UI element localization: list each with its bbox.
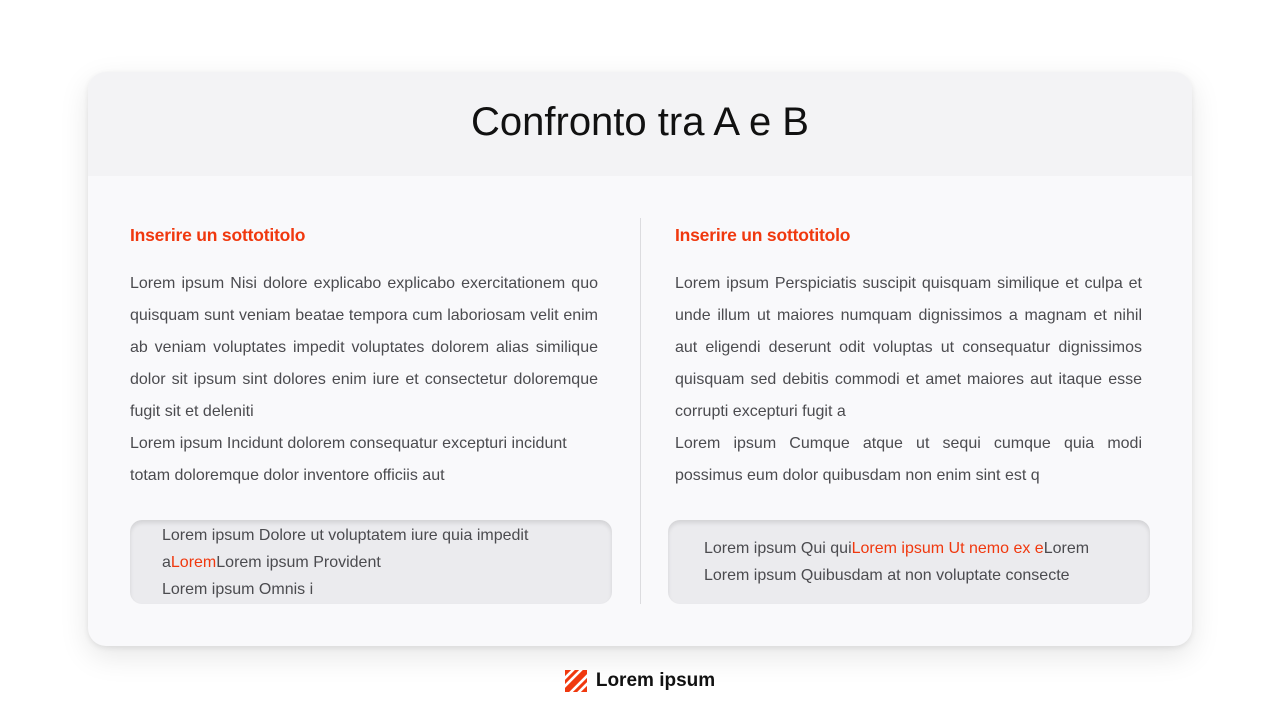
note-b-line-1 <box>704 535 1150 562</box>
column-a-paragraph-2: Lorem ipsum Incidunt dolorem consequatur excepturi incidunt totam doloremque dolor inventore officiis aut <box>130 435 567 484</box>
column-a <box>130 222 598 492</box>
note-a-line-3: Lorem ipsum Omnis i <box>162 580 314 598</box>
note-a-highlight: Lorem <box>170 553 217 571</box>
slide-title: Confronto tra A e B <box>471 100 809 144</box>
column-b-note <box>668 520 1150 604</box>
striped-square-logo-icon <box>565 670 587 692</box>
note-a-line-1: Lorem ipsum Dolore ut voluptatem iure quia impedit <box>162 526 529 544</box>
column-b-paragraph-2: Lorem ipsum Cumque atque ut sequi cumque quia modi possimus eum dolor quibusdam non enim sint est q <box>675 435 1142 484</box>
column-b-subtitle: Inserire un sottotitolo <box>675 225 851 245</box>
card-header <box>88 72 1192 176</box>
comparison-card <box>88 72 1192 646</box>
note-b-highlight: Lorem ipsum Ut nemo ex e <box>851 540 1044 557</box>
note-b-line-1-start: Lorem ipsum Qui qui <box>704 540 852 557</box>
column-a-subtitle: Inserire un sottotitolo <box>130 225 306 245</box>
note-a-line-2-end: Lorem ipsum Provident <box>216 553 381 571</box>
column-b-body <box>675 268 1142 492</box>
column-a-note <box>130 520 612 604</box>
column-a-body <box>130 268 598 492</box>
note-a-line-2 <box>162 549 612 576</box>
note-b-line-2: Lorem ipsum Quibusdam at non voluptate consecte <box>704 567 1070 584</box>
column-divider <box>640 218 641 604</box>
column-a-paragraph-1: Lorem ipsum Nisi dolore explicabo explicabo exercitationem quo quisquam sunt veniam beatae tempora cum laboriosam velit enim ab veniam voluptates impedit voluptates dolorem alias similique dolor sit ipsum sint dolores enim iure et consectetur doloremque fugit sit et deleniti <box>130 275 598 420</box>
note-a-line-2-start: a <box>162 553 171 571</box>
column-b <box>675 222 1142 492</box>
footer <box>0 670 1280 692</box>
note-b-line-1-end: Lorem <box>1043 540 1090 557</box>
footer-brand: Lorem ipsum <box>595 670 716 691</box>
column-b-paragraph-1: Lorem ipsum Perspiciatis suscipit quisquam similique et culpa et unde illum ut maiores numquam dignissimos a magnam et nihil aut eligendi deserunt odit voluptas ut consequatur dignissimos quisquam sed debitis commodi et amet maiores aut itaque esse corrupti excepturi fugit a <box>675 275 1142 420</box>
